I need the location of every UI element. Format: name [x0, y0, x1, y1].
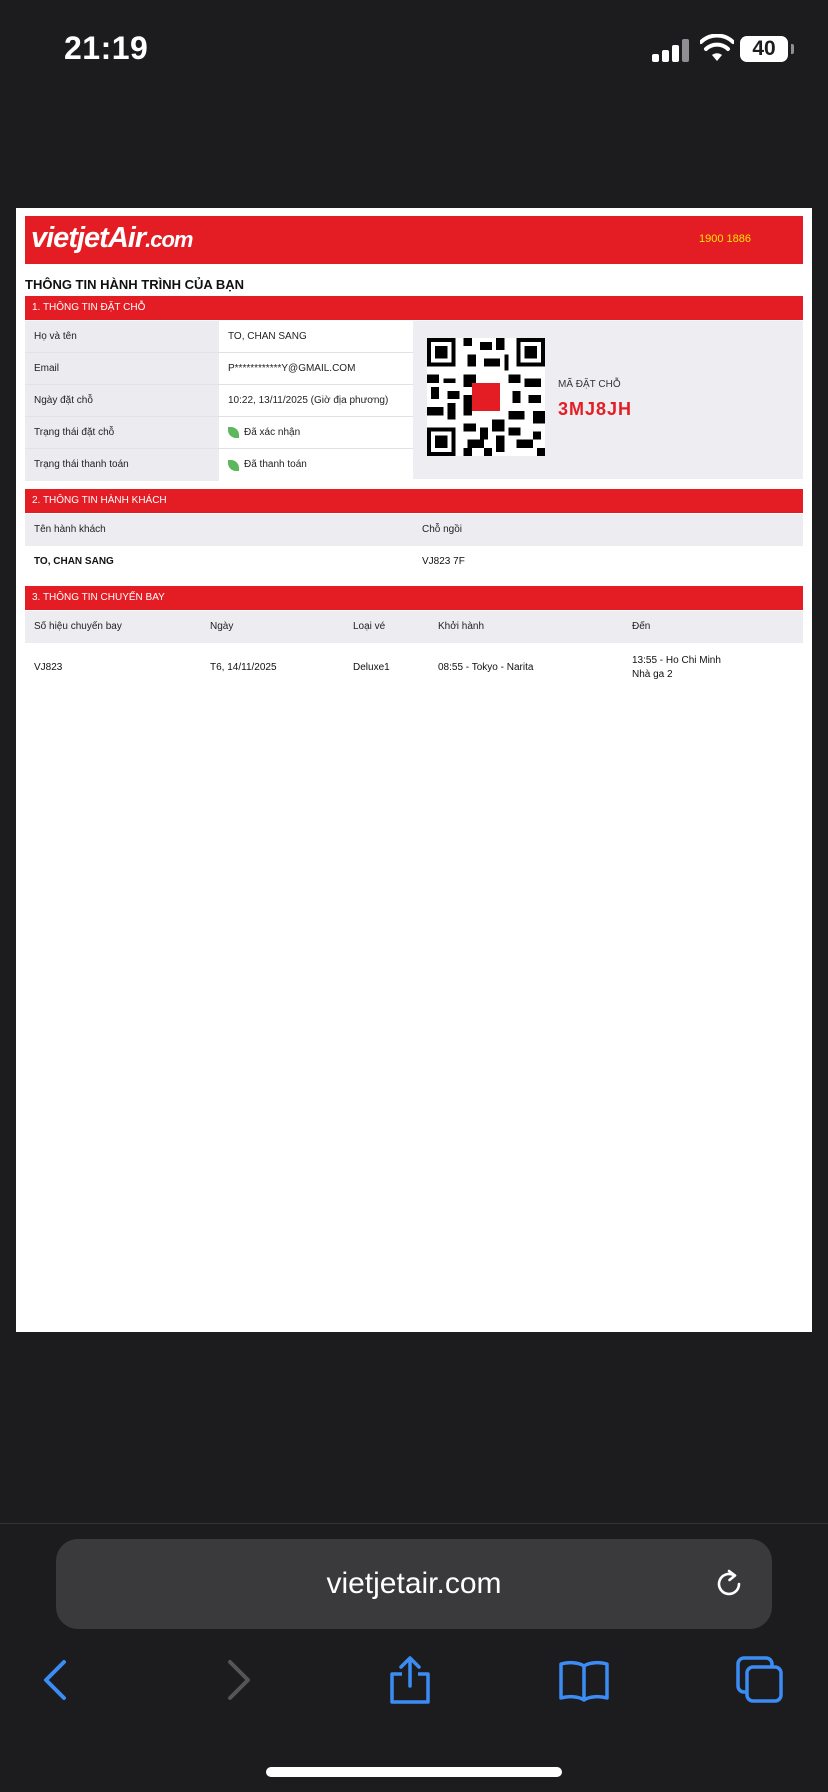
qr-code-icon — [427, 338, 545, 456]
hotline-number[interactable]: 1900 1886 — [699, 233, 751, 245]
section-passenger-heading: 2. THÔNG TIN HÀNH KHÁCH — [25, 489, 803, 513]
passenger-seat: VJ823 7F — [422, 556, 465, 567]
cellular-signal-icon — [652, 38, 692, 62]
tabs-icon[interactable] — [732, 1652, 788, 1708]
flight-number: VJ823 — [34, 662, 63, 673]
arrival-time-city: 13:55 - Ho Chi Minh — [632, 655, 721, 666]
page-title: THÔNG TIN HÀNH TRÌNH CỦA BẠN — [25, 277, 245, 292]
section-booking-heading: 1. THÔNG TIN ĐẶT CHỖ — [25, 296, 803, 320]
booking-row-email — [25, 353, 413, 385]
status-bar — [0, 0, 828, 100]
address-bar[interactable] — [56, 1539, 772, 1629]
booking-row-status — [25, 417, 413, 449]
booking-code-label: MÃ ĐẶT CHỖ — [558, 379, 621, 390]
header-passenger-name: Tên hành khách — [34, 524, 106, 535]
row-label: Email — [25, 353, 219, 384]
row-value: P************Y@GMAIL.COM — [219, 353, 413, 384]
payment-status-text: Đã thanh toán — [244, 459, 307, 470]
flight-date: T6, 14/11/2025 — [210, 662, 277, 673]
header-date: Ngày — [210, 621, 234, 632]
row-label: Ngày đặt chỗ — [25, 385, 219, 416]
booking-row-date — [25, 385, 413, 417]
wifi-icon — [700, 34, 734, 62]
header-seat: Chỗ ngồi — [422, 524, 463, 535]
back-icon[interactable] — [30, 1652, 86, 1708]
forward-icon[interactable] — [208, 1652, 264, 1708]
bookmarks-icon[interactable] — [556, 1652, 612, 1708]
header-fare: Loại vé — [353, 621, 386, 632]
home-indicator[interactable] — [266, 1767, 562, 1777]
leaf-icon — [228, 427, 239, 438]
share-icon[interactable] — [382, 1652, 438, 1708]
brand-header — [25, 216, 803, 264]
flight-fare: Deluxe1 — [353, 662, 390, 673]
flight-arrival — [623, 654, 721, 682]
row-value: 10:22, 13/11/2025 (Giờ địa phương) — [219, 385, 413, 416]
row-value — [219, 449, 413, 481]
booking-code-value: 3MJ8JH — [558, 399, 633, 419]
booking-info — [25, 321, 803, 479]
itinerary-document — [16, 208, 812, 1332]
leaf-icon — [228, 460, 239, 471]
passenger-name: TO, CHAN SANG — [34, 556, 114, 567]
header-flight-number: Số hiệu chuyến bay — [34, 621, 122, 632]
table-row — [25, 546, 803, 578]
row-label: Trạng thái đặt chỗ — [25, 417, 219, 448]
row-value — [219, 417, 413, 448]
booking-table — [25, 321, 413, 479]
booking-status-text: Đã xác nhận — [244, 426, 301, 438]
battery-icon: 40 — [740, 36, 788, 62]
flight-departure: 08:55 - Tokyo - Narita — [438, 662, 534, 673]
row-value: TO, CHAN SANG — [219, 321, 413, 352]
section-flight-heading: 3. THÔNG TIN CHUYẾN BAY — [25, 586, 803, 610]
header-arrival: Đến — [632, 621, 651, 632]
passenger-table-header — [25, 514, 803, 546]
row-label: Họ và tên — [25, 321, 219, 352]
reload-icon[interactable] — [712, 1567, 746, 1601]
battery-tip — [791, 44, 794, 54]
flight-table-header — [25, 611, 803, 643]
table-row — [25, 643, 803, 693]
vietjet-logo: vietjetAir.com — [31, 222, 193, 254]
booking-row-name — [25, 321, 413, 353]
url-text[interactable]: vietjetair.com — [326, 1567, 502, 1600]
booking-code-panel — [413, 321, 803, 479]
status-time: 21:19 — [64, 30, 149, 66]
arrival-terminal: Nhà ga 2 — [632, 669, 673, 680]
row-label: Trạng thái thanh toán — [25, 449, 219, 481]
header-departure: Khởi hành — [438, 621, 485, 632]
booking-row-payment — [25, 449, 413, 481]
